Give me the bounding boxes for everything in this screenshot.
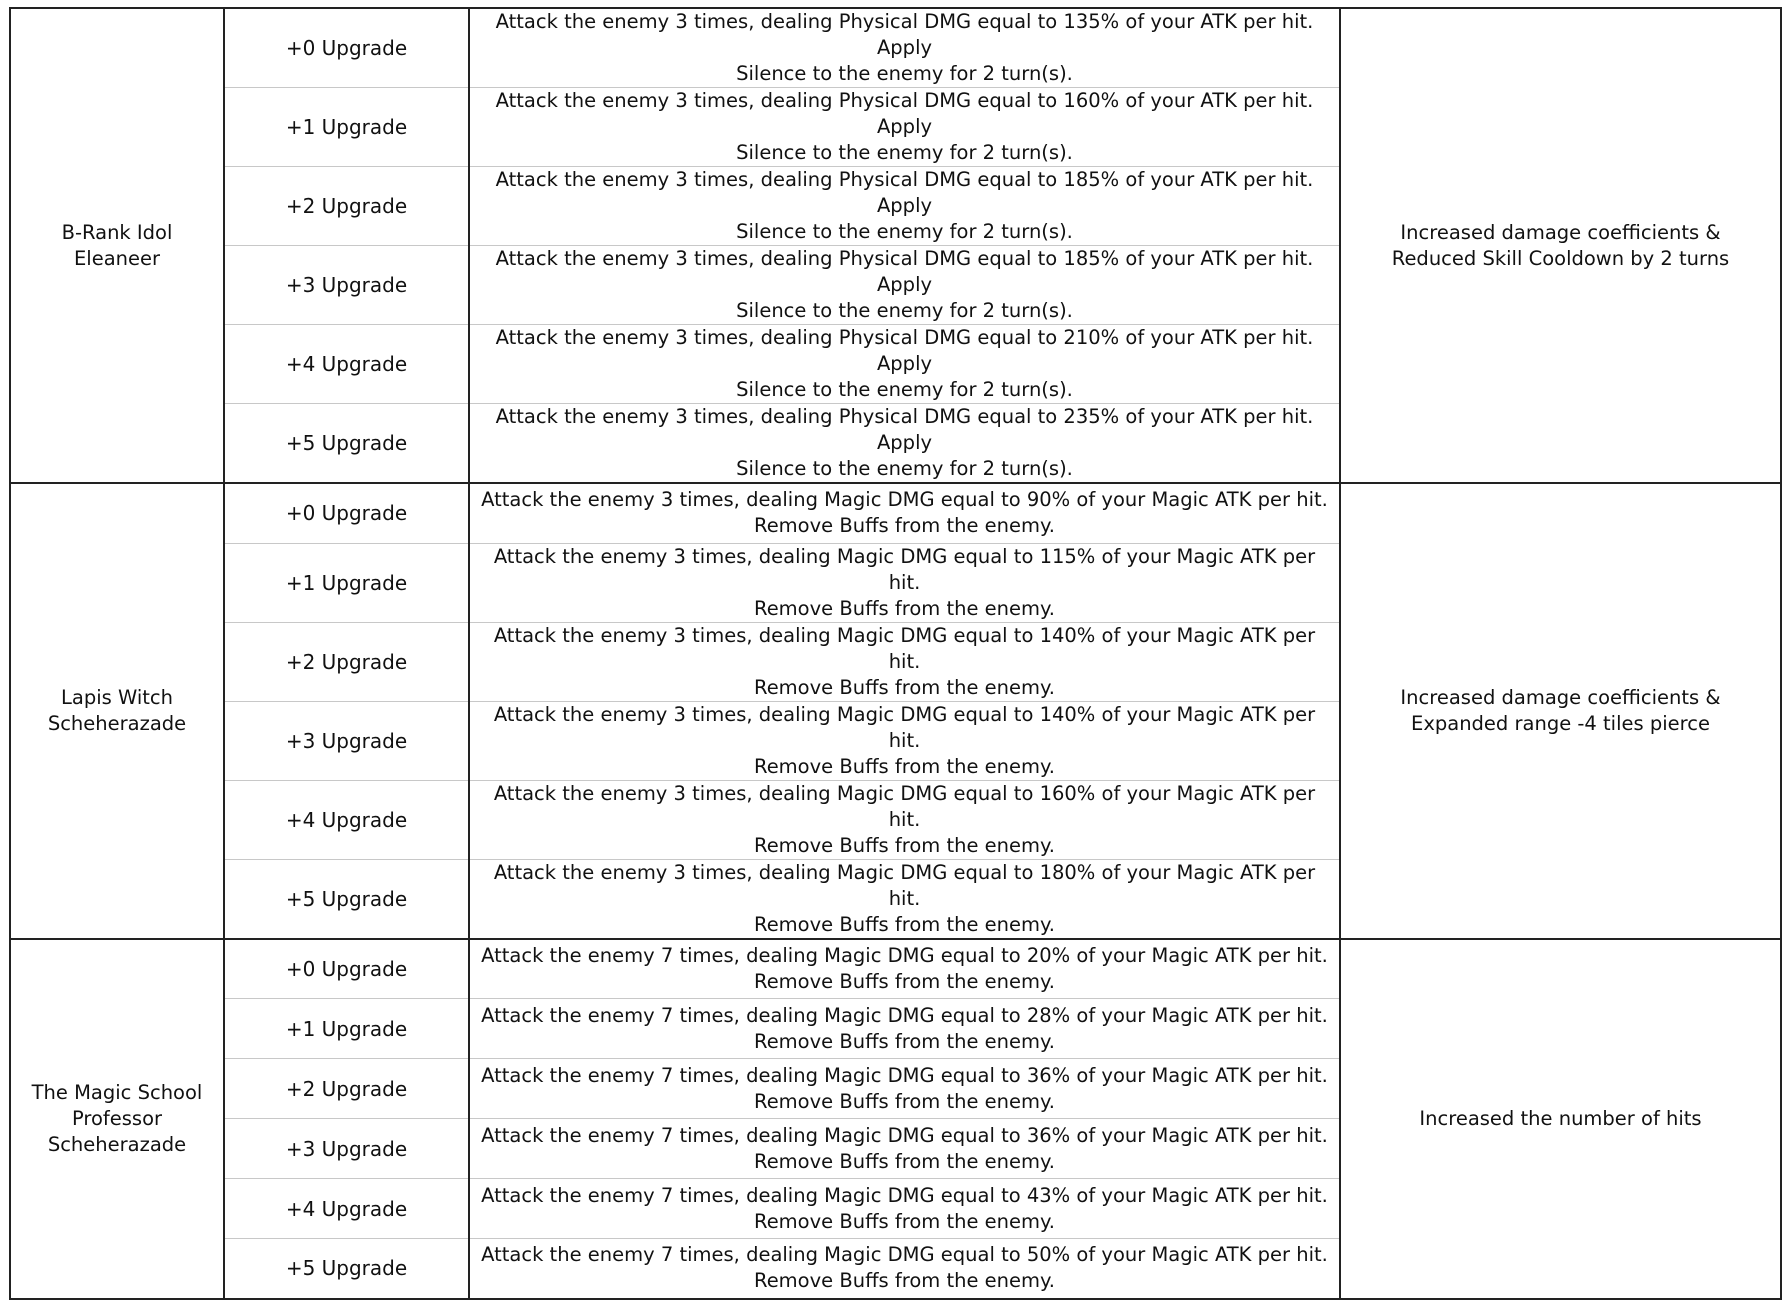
skill-description: Attack the enemy 7 times, dealing Magic DMG equal to 20% of your Magic ATK per hit. Remove Buffs from the enemy. (469, 939, 1340, 999)
upgrade-summary: Increased the number of hits (1340, 939, 1781, 1299)
upgrade-table (9, 7, 1782, 1300)
table-row (10, 483, 1781, 543)
skill-description: Attack the enemy 3 times, dealing Physical DMG equal to 185% of your ATK per hit. Apply Silence to the enemy for 2 turn(s). (469, 167, 1340, 246)
skill-description: Attack the enemy 3 times, dealing Physical DMG equal to 135% of your ATK per hit. Apply Silence to the enemy for 2 turn(s). (469, 8, 1340, 88)
skill-description: Attack the enemy 7 times, dealing Magic DMG equal to 50% of your Magic ATK per hit. Remove Buffs from the enemy. (469, 1239, 1340, 1299)
upgrade-level: +5 Upgrade (224, 859, 469, 939)
upgrade-level: +5 Upgrade (224, 1239, 469, 1299)
upgrade-level: +1 Upgrade (224, 543, 469, 622)
upgrade-level: +1 Upgrade (224, 999, 469, 1059)
upgrade-level: +2 Upgrade (224, 1059, 469, 1119)
table-body (10, 8, 1781, 1299)
skill-description: Attack the enemy 3 times, dealing Magic DMG equal to 115% of your Magic ATK per hit. Remove Buffs from the enemy. (469, 543, 1340, 622)
skill-description: Attack the enemy 3 times, dealing Magic DMG equal to 160% of your Magic ATK per hit. Remove Buffs from the enemy. (469, 780, 1340, 859)
skill-description: Attack the enemy 7 times, dealing Magic DMG equal to 43% of your Magic ATK per hit. Remove Buffs from the enemy. (469, 1179, 1340, 1239)
skill-description: Attack the enemy 3 times, dealing Physical DMG equal to 160% of your ATK per hit. Apply Silence to the enemy for 2 turn(s). (469, 88, 1340, 167)
character-name: B-Rank Idol Eleaneer (10, 8, 224, 483)
upgrade-level: +3 Upgrade (224, 246, 469, 325)
upgrade-level: +4 Upgrade (224, 1179, 469, 1239)
upgrade-level: +3 Upgrade (224, 1119, 469, 1179)
skill-description: Attack the enemy 7 times, dealing Magic DMG equal to 36% of your Magic ATK per hit. Remove Buffs from the enemy. (469, 1059, 1340, 1119)
upgrade-summary: Increased damage coefficients & Reduced Skill Cooldown by 2 turns (1340, 8, 1781, 483)
upgrade-level: +2 Upgrade (224, 167, 469, 246)
upgrade-level: +3 Upgrade (224, 701, 469, 780)
skill-description: Attack the enemy 7 times, dealing Magic DMG equal to 36% of your Magic ATK per hit. Remove Buffs from the enemy. (469, 1119, 1340, 1179)
skill-description: Attack the enemy 3 times, dealing Magic DMG equal to 180% of your Magic ATK per hit. Remove Buffs from the enemy. (469, 859, 1340, 939)
character-name: Lapis Witch Scheherazade (10, 483, 224, 939)
upgrade-level: +0 Upgrade (224, 483, 469, 543)
upgrade-level: +0 Upgrade (224, 8, 469, 88)
character-name: The Magic School Professor Scheherazade (10, 939, 224, 1299)
upgrade-level: +0 Upgrade (224, 939, 469, 999)
skill-description: Attack the enemy 7 times, dealing Magic DMG equal to 28% of your Magic ATK per hit. Remove Buffs from the enemy. (469, 999, 1340, 1059)
table-row (10, 8, 1781, 88)
upgrade-level: +5 Upgrade (224, 404, 469, 484)
upgrade-level: +1 Upgrade (224, 88, 469, 167)
upgrade-summary: Increased damage coefficients & Expanded range -4 tiles pierce (1340, 483, 1781, 939)
upgrade-level: +2 Upgrade (224, 622, 469, 701)
skill-description: Attack the enemy 3 times, dealing Magic DMG equal to 90% of your Magic ATK per hit. Remove Buffs from the enemy. (469, 483, 1340, 543)
upgrade-level: +4 Upgrade (224, 780, 469, 859)
skill-description: Attack the enemy 3 times, dealing Magic DMG equal to 140% of your Magic ATK per hit. Remove Buffs from the enemy. (469, 701, 1340, 780)
skill-description: Attack the enemy 3 times, dealing Physical DMG equal to 210% of your ATK per hit. Apply Silence to the enemy for 2 turn(s). (469, 325, 1340, 404)
skill-description: Attack the enemy 3 times, dealing Physical DMG equal to 185% of your ATK per hit. Apply Silence to the enemy for 2 turn(s). (469, 246, 1340, 325)
upgrade-level: +4 Upgrade (224, 325, 469, 404)
skill-description: Attack the enemy 3 times, dealing Magic DMG equal to 140% of your Magic ATK per hit. Remove Buffs from the enemy. (469, 622, 1340, 701)
table-row (10, 939, 1781, 999)
skill-description: Attack the enemy 3 times, dealing Physical DMG equal to 235% of your ATK per hit. Apply Silence to the enemy for 2 turn(s). (469, 404, 1340, 484)
